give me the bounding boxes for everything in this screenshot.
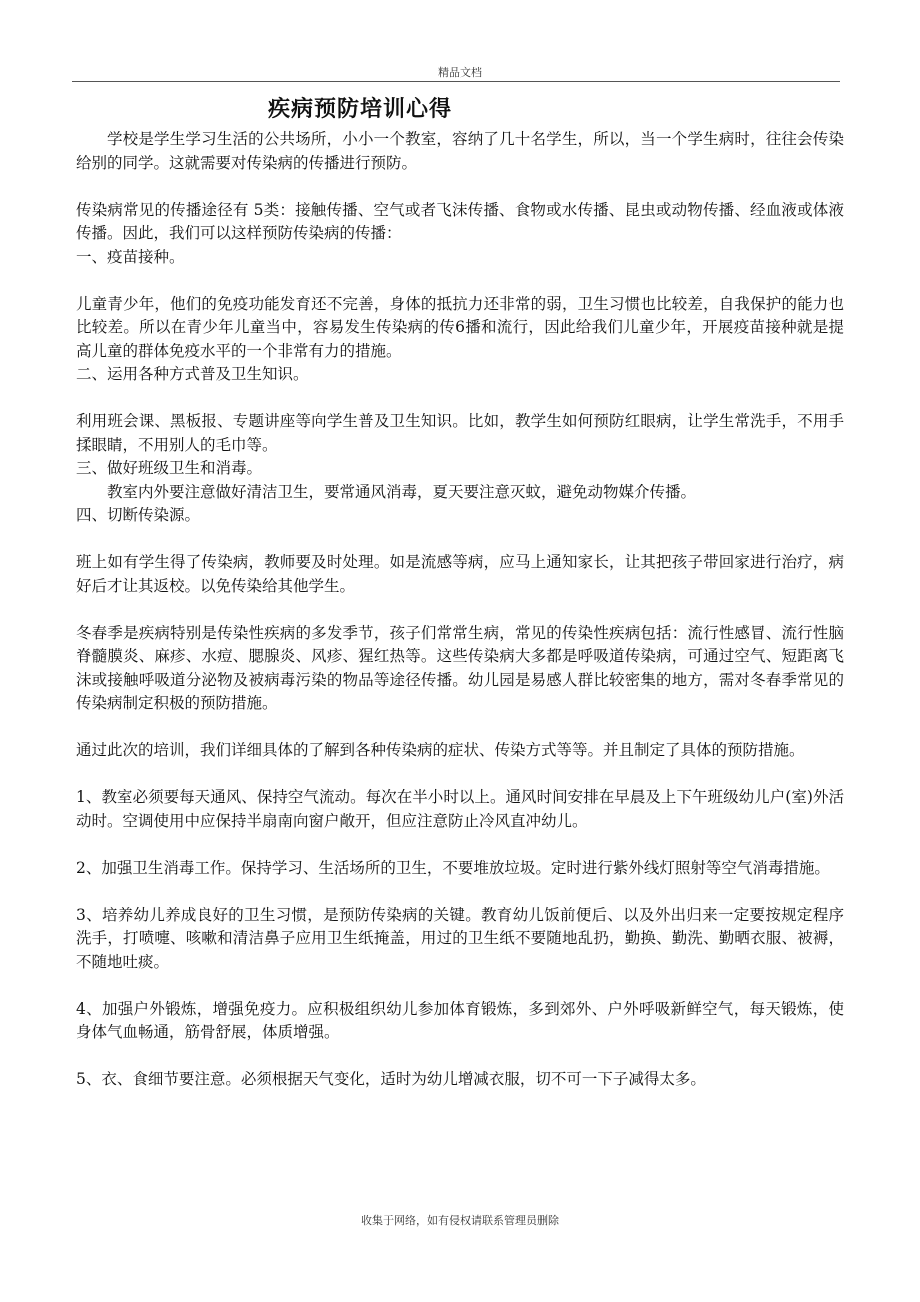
transmission-routes-paragraph: 传染病常见的传播途径有 5类：接触传播、空气或者飞沫传播、食物或水传播、昆虫或动物传播、经血液或体液传播。因此，我们可以这样预防传染病的传播：	[76, 200, 844, 242]
page-footer-label: 收集于网络，如有侵权请联系管理员删除	[361, 1214, 559, 1227]
measure-item-3: 3、培养幼儿养成良好的卫生习惯，是预防传染病的关键。教育幼儿饭前便后、以及外出归来一定要按规定程序洗手，打喷嚏、咳嗽和清洁鼻子应用卫生纸掩盖，用过的卫生纸不要随地乱扔，勤换、勤洗、勤晒衣服、被褥，不随地吐痰。	[76, 905, 844, 971]
intro-paragraph: 学校是学生学习生活的公共场所，小小一个教室，容纳了几十名学生，所以，当一个学生病时，往往会传染给别的同学。这就需要对传染病的传播进行预防。	[76, 130, 844, 172]
header-divider	[72, 81, 840, 82]
page-header-label: 精品文档	[438, 66, 482, 79]
section-heading-vaccination: 一、疫苗接种。	[76, 247, 185, 266]
winter-spring-paragraph: 冬春季是疾病特别是传染性疾病的多发季节，孩子们常常生病，常见的传染性疾病包括：流行性感冒、流行性脑脊髓膜炎、麻疹、水痘、腮腺炎、风疹、猩红热等。这些传染病大多都是呼吸道传染病，可通过空气、短距离飞沫或接触呼吸道分泌物及被病毒污染的物品等途径传播。幼儿园是易感人群比较密集的地方，需对冬春季常见的传染病制定积极的预防措施。	[76, 623, 844, 712]
training-summary-paragraph: 通过此次的培训，我们详细具体的了解到各种传染病的症状、传染方式等等。并且制定了具体的预防措施。	[76, 741, 805, 759]
section-heading-hygiene-knowledge: 二、运用各种方式普及卫生知识。	[76, 365, 309, 383]
cut-source-paragraph: 班上如有学生得了传染病，教师要及时处理。如是流感等病，应马上通知家长，让其把孩子带回家进行治疗，病好后才让其返校。以免传染给其他学生。	[76, 553, 844, 595]
vaccination-paragraph: 儿童青少年，他们的免疫功能发育还不完善，身体的抵抗力还非常的弱，卫生习惯也比较差，自我保护的能力也比较差。所以在青少年儿童当中，容易发生传染病的传6播和流行，因此给我们儿童少年，开展疫苗接种就是提高儿童的群体免疫水平的一个非常有力的措施。	[76, 294, 844, 360]
hygiene-knowledge-paragraph: 利用班会课、黑板报、专题讲座等向学生普及卫生知识。比如，教学生如何预防红眼病，让学生常洗手，不用手揉眼睛，不用别人的毛巾等。	[76, 412, 844, 454]
measure-item-4: 4、加强户外锻炼，增强免疫力。应积极组织幼儿参加体育锻炼，多到郊外、户外呼吸新鲜空气，每天锻炼，使身体气血畅通，筋骨舒展，体质增强。	[76, 999, 844, 1041]
measure-item-1: 1、教室必须要每天通风、保持空气流动。每次在半小时以上。通风时间安排在早晨及上下午班级幼儿户(室)外活动时。空调使用中应保持半扇南向窗户敞开，但应注意防止冷风直冲幼儿。	[76, 788, 844, 830]
document-body	[76, 128, 844, 1092]
class-hygiene-paragraph: 教室内外要注意做好清洁卫生，要常通风消毒，夏天要注意灭蚊，避免动物媒介传播。	[107, 482, 697, 501]
section-heading-cut-source: 四、切断传染源。	[76, 506, 201, 524]
measure-item-5: 5、衣、食细节要注意。必须根据天气变化，适时为幼儿增减衣服，切不可一下子减得太多。	[76, 1070, 706, 1088]
document-title: 疾病预防培训心得	[268, 97, 453, 122]
section-heading-class-hygiene: 三、做好班级卫生和消毒。	[76, 459, 263, 477]
measure-item-2: 2、加强卫生消毒工作。保持学习、生活场所的卫生，不要堆放垃圾。定时进行紫外线灯照射等空气消毒措施。	[76, 858, 830, 877]
